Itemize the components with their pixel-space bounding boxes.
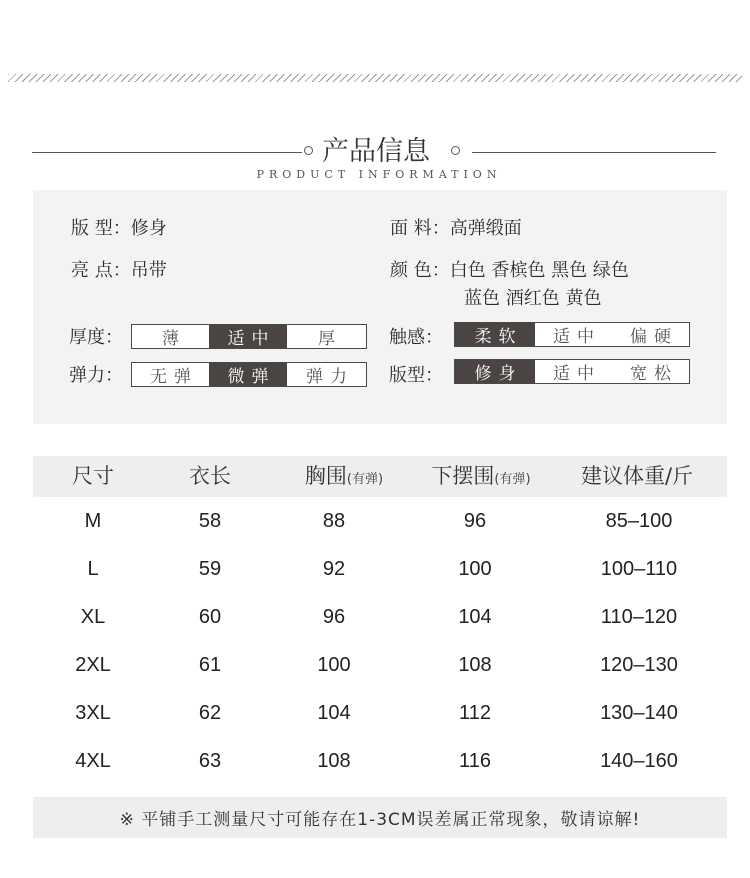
cell-length: 60 [198, 606, 222, 628]
cell-bust: 88 [322, 510, 346, 532]
cell-weight: 110–120 [600, 606, 678, 628]
elasticity-option-stretch: 弹力 [306, 367, 354, 387]
measurement-disclaimer: ※ 平铺手工测量尺寸可能存在1-3CM误差属正常现象，敬请谅解! [33, 797, 727, 838]
fit-rating-label: 版型： [389, 365, 443, 386]
feel-rating [454, 322, 690, 347]
cell-hem: 104 [458, 606, 492, 628]
fabric-label: 面 料： [390, 218, 450, 239]
highlight-label: 亮 点： [71, 260, 131, 281]
fabric-attribute [390, 214, 522, 240]
elasticity-rating [131, 362, 367, 387]
cell-length: 62 [198, 702, 222, 724]
header-size: 尺寸 [72, 464, 114, 488]
circle-ornament-right [451, 146, 460, 155]
cell-bust: 104 [317, 702, 351, 724]
header-length: 衣长 [189, 464, 231, 488]
thickness-label: 厚度： [69, 327, 123, 348]
table-row [0, 510, 750, 540]
fit-attribute [71, 214, 167, 240]
table-row [0, 654, 750, 684]
cell-length: 63 [198, 750, 222, 772]
title-divider-left [32, 152, 302, 153]
fit-rating [454, 359, 690, 384]
circle-ornament-left [304, 146, 313, 155]
decorative-hatch-divider [8, 74, 742, 82]
header-weight: 建议体重/斤 [580, 464, 694, 488]
cell-size: 4XL [75, 750, 111, 772]
elasticity-option-none: 无弹 [150, 367, 198, 387]
feel-label: 触感： [389, 327, 443, 348]
cell-weight: 130–140 [600, 702, 678, 724]
cell-bust: 92 [322, 558, 346, 580]
fit-option-slim: 修身 [455, 360, 535, 383]
cell-size: M [84, 510, 102, 532]
cell-size: 2XL [75, 654, 111, 676]
elasticity-option-slight: 微弹 [209, 363, 287, 386]
color-attribute [390, 256, 629, 282]
table-row [0, 702, 750, 732]
table-row [0, 558, 750, 588]
fit-label: 版 型： [71, 218, 131, 239]
header-bust: 胸围(有弹) [304, 464, 384, 488]
cell-bust: 96 [322, 606, 346, 628]
thickness-option-thick: 厚 [318, 329, 342, 349]
cell-weight: 100–110 [600, 558, 678, 580]
color-values-line1: 白色 香槟色 黑色 绿色 [449, 260, 629, 281]
cell-size: 3XL [75, 702, 111, 724]
thickness-option-medium: 适中 [209, 325, 287, 348]
header-hem: 下摆围(有弹) [431, 464, 531, 488]
fit-option-regular: 适中 [553, 364, 601, 384]
section-subtitle: PRODUCT INFORMATION [256, 168, 502, 181]
cell-weight: 120–130 [600, 654, 678, 676]
cell-length: 58 [198, 510, 222, 532]
feel-option-soft: 柔软 [455, 323, 535, 346]
fit-option-loose: 宽松 [630, 364, 678, 384]
table-row [0, 750, 750, 780]
product-info-panel [33, 190, 727, 424]
title-divider-right [472, 152, 716, 153]
cell-weight: 85–100 [605, 510, 673, 532]
cell-size: L [87, 558, 99, 580]
fabric-value: 高弹缎面 [449, 218, 522, 239]
cell-bust: 100 [317, 654, 351, 676]
highlight-value: 吊带 [130, 260, 167, 281]
color-values-line2: 蓝色 酒红色 黄色 [464, 288, 602, 309]
feel-option-medium: 适中 [553, 327, 601, 347]
section-title: 产品信息 [322, 136, 430, 167]
table-row [0, 606, 750, 636]
fit-value: 修身 [130, 218, 167, 239]
cell-bust: 108 [317, 750, 351, 772]
thickness-option-thin: 薄 [162, 329, 186, 349]
cell-length: 61 [198, 654, 222, 676]
feel-option-hard: 偏硬 [630, 327, 678, 347]
cell-weight: 140–160 [600, 750, 678, 772]
cell-hem: 116 [459, 750, 491, 772]
highlight-attribute [71, 256, 167, 282]
cell-hem: 112 [459, 702, 491, 724]
color-label: 颜 色： [390, 260, 450, 281]
size-table-header [33, 456, 727, 497]
cell-hem: 96 [463, 510, 487, 532]
cell-size: XL [80, 606, 106, 628]
cell-length: 59 [198, 558, 222, 580]
elasticity-label: 弹力： [69, 365, 123, 386]
cell-hem: 108 [458, 654, 492, 676]
cell-hem: 100 [458, 558, 492, 580]
thickness-rating [131, 324, 367, 349]
